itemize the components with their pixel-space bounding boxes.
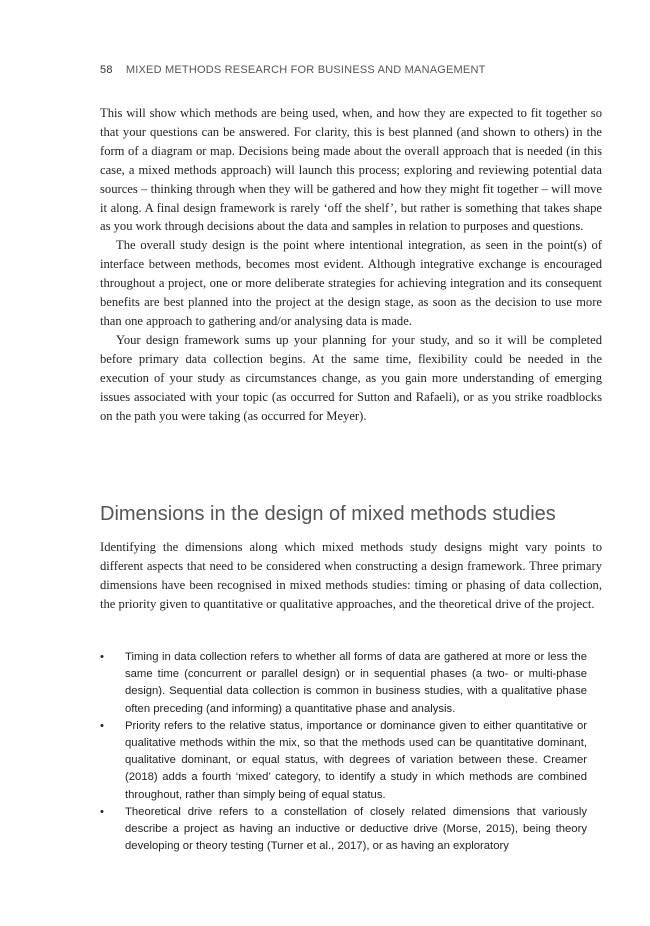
list-item <box>100 804 587 856</box>
running-title: MIXED METHODS RESEARCH FOR BUSINESS AND MANAGEMENT <box>125 64 486 76</box>
list-item-text: Theoretical drive refers to a constellation of closely related dimensions that variously describe a project as having an inductive or deductive drive (Morse, 2015), being theory developing or theory testing (Turner et al., 2017), or as having an exploratory <box>125 805 587 853</box>
running-header <box>100 64 486 76</box>
bullet-marker: • <box>100 719 104 732</box>
body-paragraph: The overall study design is the point where intentional integration, as seen in the point(s) of interface between methods, becomes most evident. Although integrative exchange is encouraged throughout a project, one or more deliberate strategies for achieving integration and its consequent benefits are best planned into the project at the design stage, as soon as the decision to use more than one approach to gathering and/or analysing data is made. <box>100 238 602 328</box>
list-item <box>100 649 587 718</box>
body-paragraph: Identifying the dimensions along which mixed methods study designs might vary points to different aspects that need to be considered when constructing a design framework. Three primary dimensions have been recognised in mixed methods studies: timing or phasing of data collection, the priority given to quantitative or qualitative approaches, and the theoretical drive of the project. <box>100 540 602 611</box>
body-paragraph: This will show which methods are being used, when, and how they are expected to fit together so that your questions can be answered. For clarity, this is best planned (and shown to others) in the form of a diagram or map. Decisions being made about the overall approach that is needed (in this case, a mixed methods approach) will launch this process; exploring and reviewing potential data sources – thinking through when they will be gathered and how they might fit together – will move it along. A final design framework is rarely ‘off the shelf’, but rather is something that takes shape as you work through decisions about the data and samples in relation to purposes and questions. <box>100 106 602 234</box>
list-item-text: Priority refers to the relative status, importance or dominance given to either quantitative or qualitative methods within the mix, so that the methods used can be quantitative dominant, qualitative dominant, or equal status, with degrees of variation between these. Creamer (2018) adds a fourth ‘mixed’ category, to identify a study in which methods are combined throughout, rather than simply being of equal status. <box>125 719 587 801</box>
section-heading: Dimensions in the design of mixed methods studies <box>100 503 556 525</box>
intro-text <box>100 104 602 425</box>
dimensions-bullet-list <box>100 649 587 855</box>
section-intro-text <box>100 538 602 614</box>
page-number: 58 <box>100 64 113 76</box>
body-paragraph: Your design framework sums up your planning for your study, and so it will be completed before primary data collection begins. At the same time, flexibility could be needed in the execution of your study as circumstances change, as you gain more understanding of emerging issues associated with your topic (as occurred for Sutton and Rafaeli), or as you strike roadblocks on the path you were taking (as occurred for Meyer). <box>100 332 602 423</box>
list-item <box>100 718 587 804</box>
bullet-marker: • <box>100 651 104 663</box>
bullet-marker: • <box>100 805 104 818</box>
list-item-text: Timing in data collection refers to whether all forms of data are gathered at more or less the same time (concurrent or parallel design) or in sequential phases (a two- or multi-phase design). Sequential data collection is common in business studies, with a qualitative phase often preceding (and informing) a quantitative phase and analysis. <box>125 651 587 715</box>
